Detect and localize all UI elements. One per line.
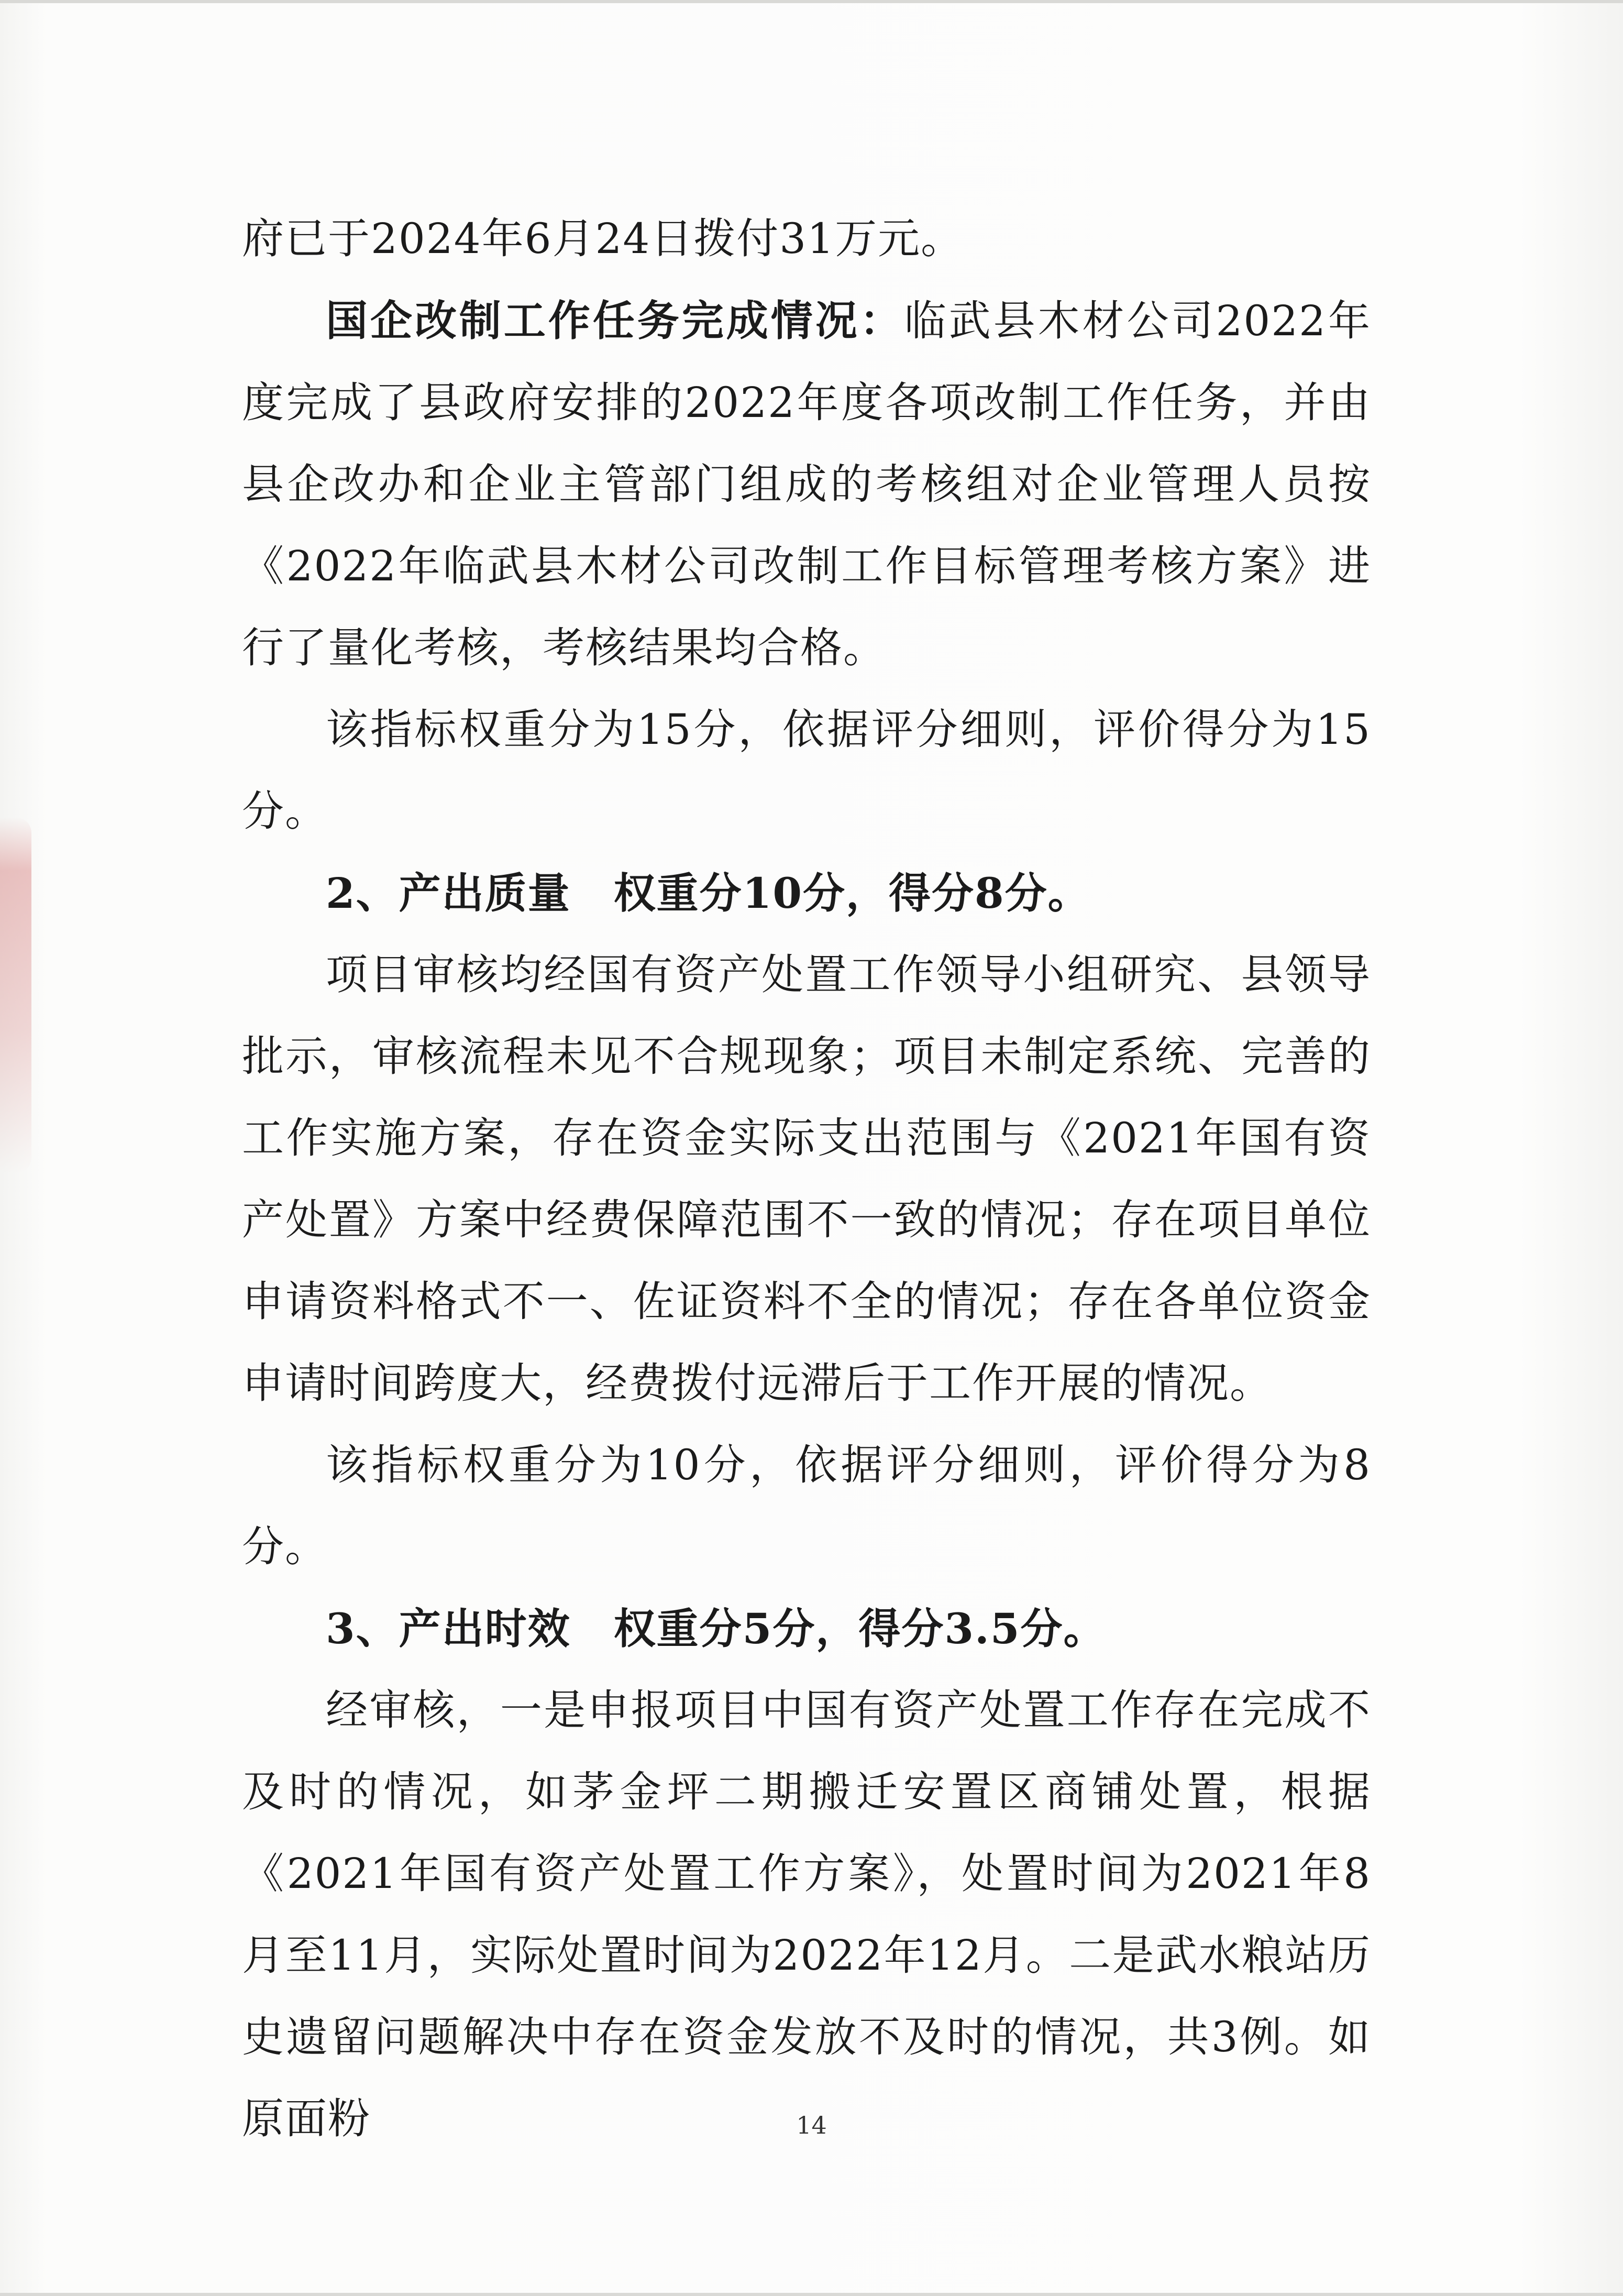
paragraph-5: 项目审核均经国有资产处置工作领导小组研究、县领导批示，审核流程未见不合规现象；项目未制定系统、完善的工作实施方案，存在资金实际支出范围与《2021年国有资产处置》方案中经费保障范围不一致的情况；存在项目单位申请资料格式不一、佐证资料不全的情况；存在各单位资金申请时间跨度大，经费拨付远滞后于工作开展的情况。 <box>242 950 1371 1408</box>
paragraph-3: 该指标权重分为15分，依据评分细则，评价得分为15分。 <box>242 705 1371 836</box>
paragraph-2-lead: 国企改制工作任务完成情况： <box>326 296 904 345</box>
body-text <box>242 198 1371 2160</box>
paragraph-2-text: 临武县木材公司2022年度完成了县政府安排的2022年度各项改制工作任务，并由县企改办和企业主管部门组成的考核组对企业管理人员按《2022年临武县木材公司改制工作目标管理考核方案》进行了量化考核，考核结果均合格。 <box>242 296 1372 672</box>
scan-top-edge <box>0 0 1623 3</box>
section-heading-3: 3、产出时效 权重分5分，得分3.5分。 <box>326 1604 1107 1653</box>
page-number: 14 <box>796 2111 827 2139</box>
seal-stamp-fragment <box>0 817 31 1173</box>
section-heading-2: 2、产出质量 权重分10分，得分8分。 <box>326 869 1091 918</box>
scan-bottom-edge <box>0 2293 1623 2296</box>
paragraph-8: 经审核，一是申报项目中国有资产处置工作存在完成不及时的情况，如茅金坪二期搬迁安置区商铺处置，根据《2021年国有资产处置工作方案》，处置时间为2021年8月至11月，实际处置时间为2022年12月。二是武水粮站历史遗留问题解决中存在资金发放不及时的情况，共3例。如原面粉 <box>242 1686 1371 2143</box>
paragraph-2 <box>242 280 1371 689</box>
paragraph-6: 该指标权重分为10分，依据评分细则，评价得分为8分。 <box>242 1441 1371 1571</box>
paragraph-1: 府已于2024年6月24日拨付31万元。 <box>242 214 964 263</box>
